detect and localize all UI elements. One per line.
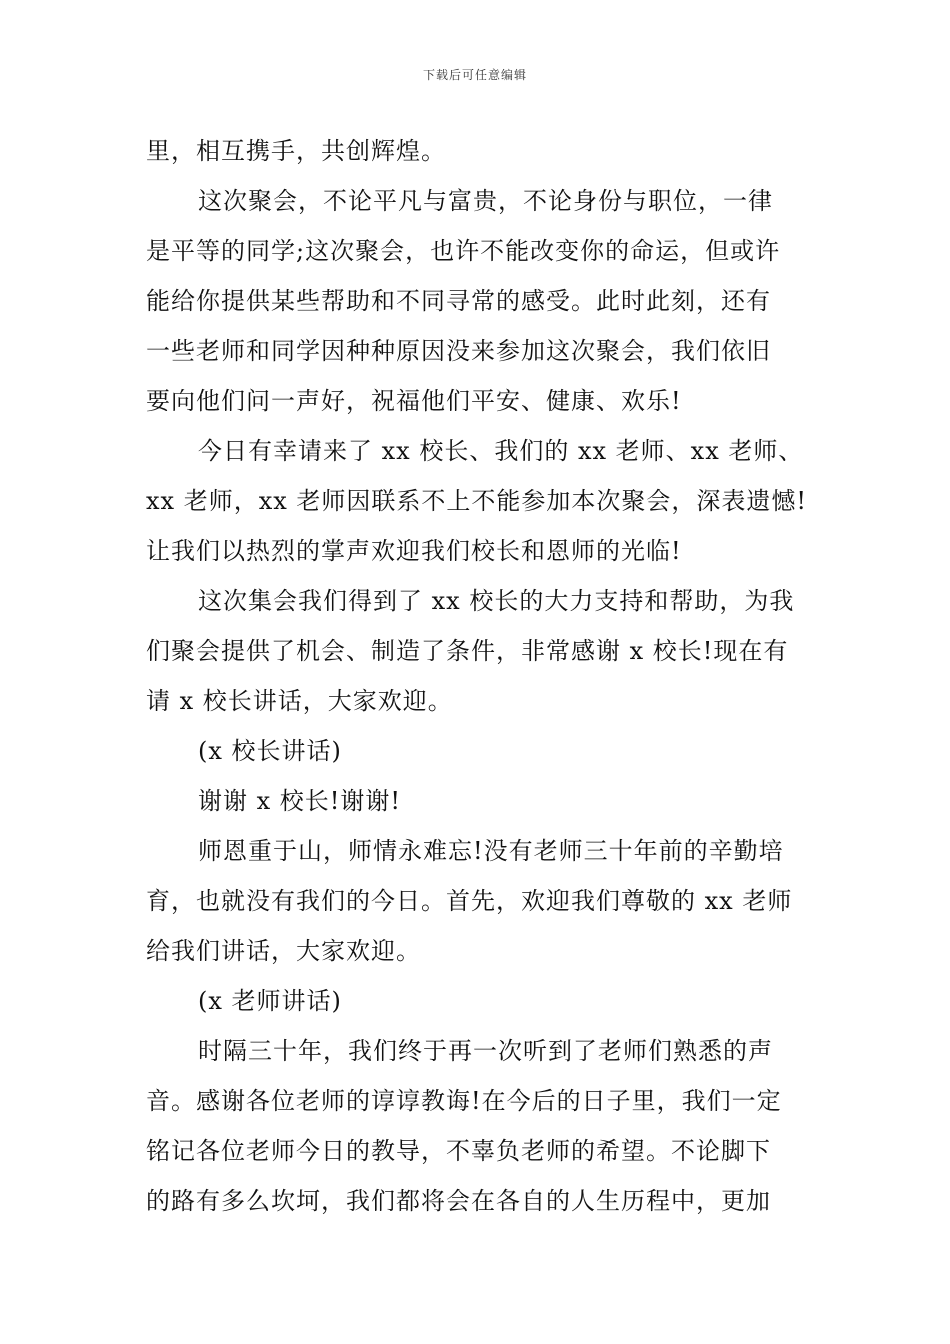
text-line: 时隔三十年，我们终于再一次听到了老师们熟悉的声 — [198, 1037, 773, 1065]
text-line: 今日有幸请来了 xx 校长、我们的 xx 老师、xx 老师、 — [198, 437, 804, 465]
text-line: 师恩重于山，师情永难忘!没有老师三十年前的辛勤培 — [198, 837, 784, 865]
page-header: 下载后可任意编辑 — [422, 68, 527, 82]
text-line: 们聚会提供了机会、制造了条件，非常感谢 x 校长!现在有 — [146, 637, 789, 665]
text-line: 给我们讲话，大家欢迎。 — [146, 937, 421, 965]
text-line: 的路有多么坎坷，我们都将会在各自的人生历程中，更加 — [146, 1187, 771, 1215]
text-line: 是平等的同学;这次聚会，也许不能改变你的命运，但或许 — [146, 237, 781, 265]
text-line: 这次聚会，不论平凡与富贵，不论身份与职位，一律 — [198, 187, 773, 215]
text-line: 能给你提供某些帮助和不同寻常的感受。此时此刻，还有 — [146, 287, 771, 315]
text-line: 请 x 校长讲话，大家欢迎。 — [146, 687, 453, 715]
text-line: 要向他们问一声好，祝福他们平安、健康、欢乐! — [146, 387, 682, 415]
text-line: 让我们以热烈的掌声欢迎我们校长和恩师的光临! — [146, 537, 682, 565]
text-line: 里，相互携手，共创辉煌。 — [146, 137, 446, 165]
text-line: xx 老师，xx 老师因联系不上不能参加本次聚会，深表遗憾! — [146, 487, 808, 515]
document-body — [146, 126, 814, 1226]
text-line: (x 校长讲话) — [198, 737, 342, 765]
text-line: 谢谢 x 校长!谢谢! — [198, 787, 402, 815]
text-line: 一些老师和同学因种种原因没来参加这次聚会，我们依旧 — [146, 337, 771, 365]
text-line: 这次集会我们得到了 xx 校长的大力支持和帮助，为我 — [198, 587, 795, 615]
text-line: 育，也就没有我们的今日。首先，欢迎我们尊敬的 xx 老师 — [146, 887, 793, 915]
text-line: 音。感谢各位老师的谆谆教诲!在今后的日子里，我们一定 — [146, 1087, 782, 1115]
text-line: (x 老师讲话) — [198, 987, 342, 1015]
text-line: 铭记各位老师今日的教导，不辜负老师的希望。不论脚下 — [146, 1137, 771, 1165]
